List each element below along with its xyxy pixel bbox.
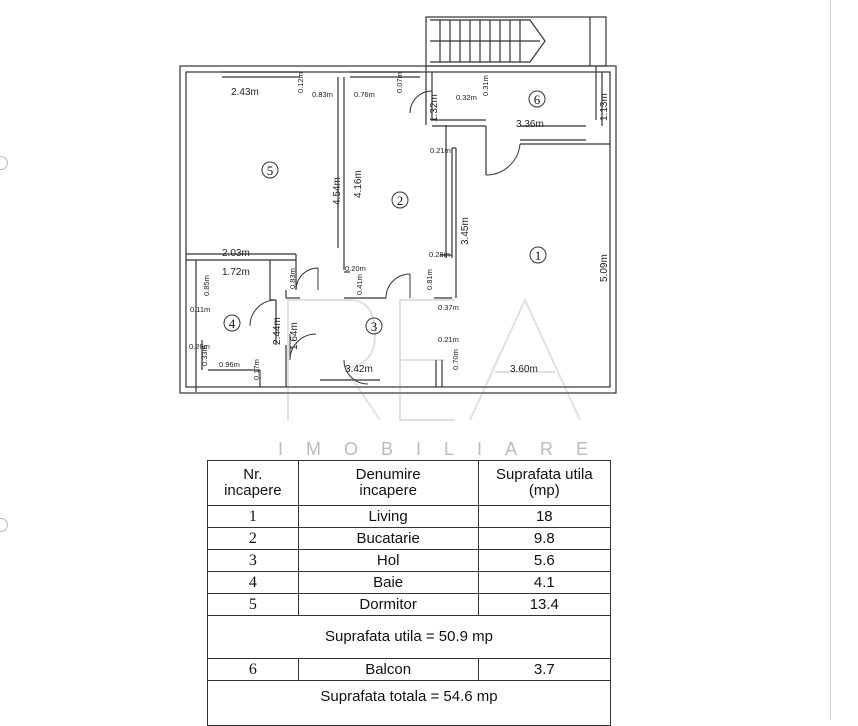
dimension-label: 0.28m [429, 250, 450, 259]
dimension-label: 2.03m [222, 248, 250, 259]
dimension-label: 0.32m [456, 93, 477, 102]
dimension-label: 0.83m [288, 268, 297, 289]
dimension-label: 5.09m [599, 254, 610, 282]
room-area-cell: 18 [478, 506, 610, 528]
binder-hole [0, 518, 8, 532]
dimension-label: 0.33m [200, 345, 209, 366]
room-number: 1 [534, 248, 542, 263]
room-name-cell: Living [298, 506, 478, 528]
watermark [288, 300, 580, 420]
dimension-label: 0.17m [252, 359, 261, 380]
room-number-cell: 2 [208, 528, 299, 550]
dimension-label: 0.83m [312, 90, 333, 99]
room-number: 3 [370, 319, 378, 334]
dimension-label: 0.12m [296, 72, 305, 93]
room-name-cell: Balcon [298, 659, 478, 681]
dimension-label: 0.41m [355, 274, 364, 295]
dimension-label: 0.31m [481, 75, 490, 96]
dimension-label: 4.54m [332, 177, 343, 205]
dimension-label: 1.13m [599, 93, 610, 121]
dimension-label: 0.76m [354, 90, 375, 99]
table-row [208, 659, 611, 681]
table-row [208, 550, 611, 572]
table-row [208, 572, 611, 594]
room-name-cell: Baie [298, 572, 478, 594]
room-area-cell: 9.8 [478, 528, 610, 550]
dimension-label: 1.32m [429, 94, 440, 122]
header-room-number: Nr. incapere [208, 461, 299, 506]
room-area-cell: 4.1 [478, 572, 610, 594]
dimension-label: 3.42m [345, 364, 373, 375]
dimension-label: 2.44m [272, 317, 283, 345]
useful-area-total: Suprafata utila = 50.9 mp [208, 616, 611, 659]
room-number: 2 [396, 193, 404, 208]
grand-total: Suprafata totala = 54.6 mp [208, 681, 611, 726]
room-number: 4 [228, 316, 236, 331]
dimension-label: 0.96m [219, 360, 240, 369]
dimension-label: 3.45m [460, 217, 471, 245]
dimension-label: 0.85m [202, 275, 211, 296]
dimension-label: 0.37m [438, 303, 459, 312]
dimension-label: 1.72m [222, 267, 250, 278]
dimension-label: 3.60m [510, 364, 538, 375]
dimension-label: 0.20m [345, 264, 366, 273]
header-room-name: Denumire incapere [298, 461, 478, 506]
header-useful-area: Suprafata utila (mp) [478, 461, 610, 506]
room-name-cell: Dormitor [298, 594, 478, 616]
watermark-subtitle: IMOBILIARE [278, 439, 612, 459]
dimension-label: 0.26m [189, 342, 210, 351]
room-number-cell: 5 [208, 594, 299, 616]
room-number-cell: 6 [208, 659, 299, 681]
dimension-label: 4.16m [353, 170, 364, 198]
table-header-row [208, 461, 611, 506]
room-number: 6 [533, 92, 541, 107]
dimension-label: 1.64m [289, 322, 300, 350]
dimension-label: 2.43m [231, 87, 259, 98]
room-area-cell: 3.7 [478, 659, 610, 681]
room-number: 5 [266, 163, 274, 178]
room-number-cell: 4 [208, 572, 299, 594]
dimension-label: 0.21m [430, 146, 451, 155]
room-name-cell: Bucatarie [298, 528, 478, 550]
room-areas-table [207, 460, 611, 726]
dimension-label: 0.07m [395, 72, 404, 93]
table-row [208, 506, 611, 528]
room-name-cell: Hol [298, 550, 478, 572]
useful-area-total-row [208, 616, 611, 659]
dimension-label: 3.36m [516, 119, 544, 130]
room-area-cell: 5.6 [478, 550, 610, 572]
room-number-cell: 3 [208, 550, 299, 572]
dimension-label: 0.11m [190, 305, 211, 314]
grand-total-row [208, 681, 611, 726]
room-area-cell: 13.4 [478, 594, 610, 616]
table-row [208, 594, 611, 616]
dimension-label: 0.81m [425, 269, 434, 290]
dimension-label: 0.21m [438, 335, 459, 344]
table-row [208, 528, 611, 550]
dimension-label: 0.70m [451, 349, 460, 370]
room-number-cell: 1 [208, 506, 299, 528]
